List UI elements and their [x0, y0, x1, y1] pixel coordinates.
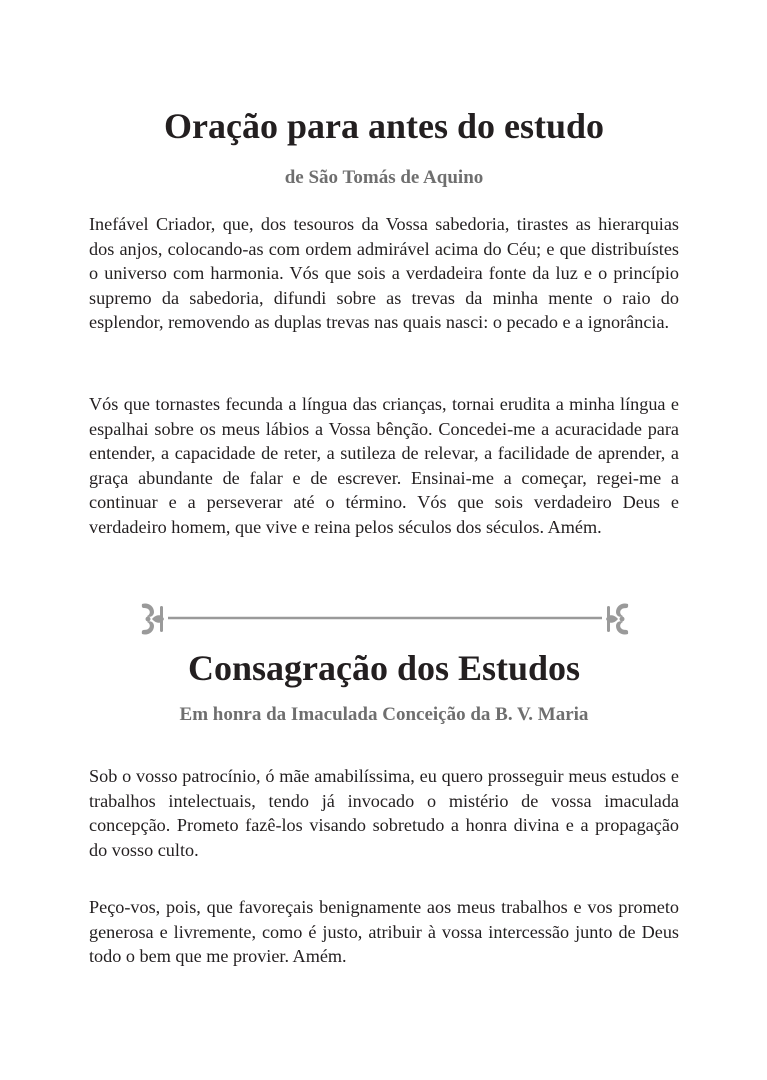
prayer-paragraph-1: Inefável Criador, que, dos tesouros da Vossa sabedoria, tirastes as hierarquias dos anjos, colocando-as com ordem admirável acima do Céu; e que distribuístes o universo com harmonia. Vós que sois a verdadeira fonte da luz e o princípio supremo da sabedoria, difundi sobre as trevas da minha mente o raio do esplendor, removendo as duplas trevas nas quais nasci: o pecado e a ignorância.: [89, 214, 679, 332]
prayer-title: Oração para antes do estudo: [164, 106, 604, 146]
consecration-paragraph-2: Peço-vos, pois, que favoreçais benignamente aos meus trabalhos e vos prometo generosa e livremente, como é justo, atribuir à vossa intercessão junto de Deus todo o bem que me provier. Amém.: [89, 897, 679, 966]
consecration-title: Consagração dos Estudos: [187, 648, 581, 688]
fleur-de-lis-ornament-icon: [142, 603, 164, 634]
section-divider: [138, 598, 632, 640]
prayer-paragraph-2: Vós que tornastes fecunda a língua das crianças, tornai erudita a minha língua e espalhai sobre os meus lábios a Vossa bênção. Concedei-me a acuracidade para entender, a capacidade de reter, a sutileza de relevar, a facilidade de aprender, a graça abundante de falar e de escrever. Ensinai-me a começar, regei-me a continuar e a perseverar até o término. Vós que sois verdadeiro Deus e verdadeiro homem, que vive e reina pelos séculos dos séculos. Amém.: [89, 394, 679, 537]
consecration-subtitle: Em honra da Imaculada Conceição da B. V. Maria: [179, 704, 589, 725]
prayer-author: de São Tomás de Aquino: [284, 167, 484, 188]
fleur-de-lis-ornament-icon: [606, 603, 628, 634]
consecration-paragraph-1: Sob o vosso patrocínio, ó mãe amabilíssima, eu quero prosseguir meus estudos e trabalhos intelectuais, tendo já invocado o mistério de vossa imaculada concepção. Prometo fazê-los visando sobretudo a honra divina e a propagação do vosso culto.: [89, 766, 679, 860]
